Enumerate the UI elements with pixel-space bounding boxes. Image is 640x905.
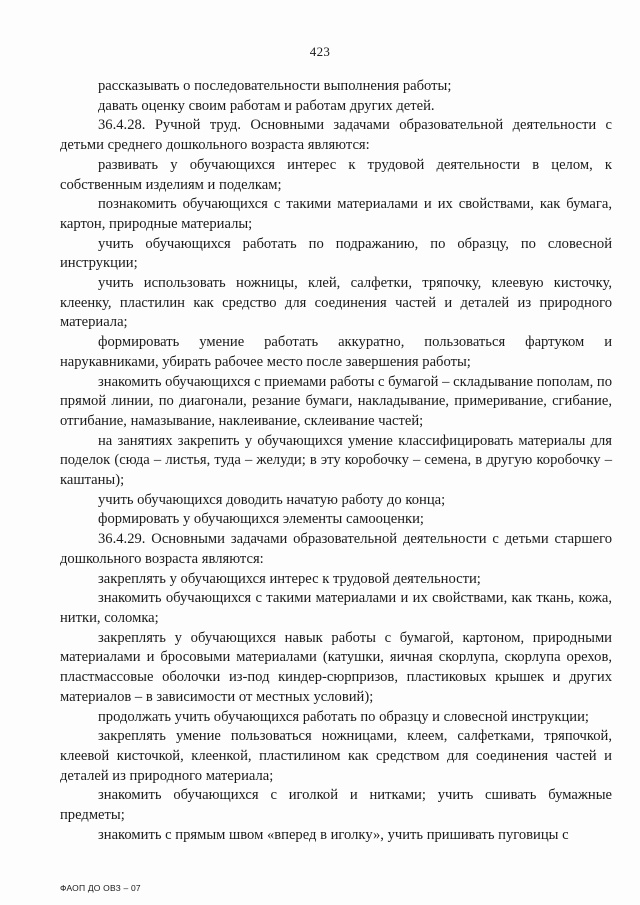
paragraph: знакомить обучающихся с иголкой и нитками; учить сшивать бумажные предметы; — [60, 787, 612, 824]
paragraph: учить обучающихся работать по подражанию, по образцу, по словесной инструкции; — [60, 235, 612, 272]
page-body — [60, 77, 612, 845]
paragraph: давать оценку своим работам и работам других детей. — [98, 97, 435, 114]
page-footer: ФАОП ДО ОВЗ – 07 — [60, 883, 141, 893]
paragraph: знакомить с прямым швом «вперед в иголку», учить пришивать пуговицы с — [98, 826, 569, 843]
paragraph: учить использовать ножницы, клей, салфетки, тряпочку, клеевую кисточку, клеенку, пластилин как средство для соединения частей и деталей из природного материала; — [60, 275, 612, 331]
paragraph: формировать умение работать аккуратно, пользоваться фартуком и нарукавниками, убирать рабочее место после завершения работы; — [60, 334, 612, 370]
paragraph: формировать у обучающихся элементы самооценки; — [98, 511, 424, 528]
paragraph: знакомить обучающихся с приемами работы с бумагой – складывание пополам, по прямой линии, по диагонали, резание бумаги, накладывание, примеривание, сгибание, отгибание, намазывание, наклеивание, склеивание частей; — [60, 373, 612, 429]
paragraph: закреплять умение пользоваться ножницами, клеем, салфетками, тряпочкой, клеевой кисточкой, клеенкой, пластилином как средством для соединения частей и деталей из природного материала; — [60, 728, 612, 784]
paragraph: закреплять у обучающихся интерес к трудовой деятельности; — [98, 570, 481, 587]
paragraph: рассказывать о последовательности выполнения работы; — [98, 78, 452, 94]
section-heading-36-4-29: 36.4.29. Основными задачами образовательной деятельности с детьми старшего дошкольного возраста являются: — [60, 531, 612, 567]
page-number: 423 — [309, 44, 331, 59]
paragraph: познакомить обучающихся с такими материалами и их свойствами, как бумага, картон, природные материалы; — [60, 196, 612, 232]
section-heading-36-4-28: 36.4.28. Ручной труд. Основными задачами образовательной деятельности с детьми среднего дошкольного возраста являются: — [60, 117, 612, 154]
paragraph: развивать у обучающихся интерес к трудовой деятельности в целом, к собственным изделиям и поделкам; — [60, 156, 612, 193]
paragraph: продолжать учить обучающихся работать по образцу и словесной инструкции; — [98, 708, 589, 725]
paragraph: на занятиях закрепить у обучающихся умение классифицировать материалы для поделок (сюда – листья, туда – желуди; в эту коробочку – семена, в другую коробочку – каштаны); — [60, 432, 612, 489]
paragraph: закреплять у обучающихся навык работы с бумагой, картоном, природными материалами и бросовыми материалами (катушки, яичная скорлупа, скорлупа орехов, пластмассовые оболочки из-под киндер-сюрпризов, пластиковых крышек и других материалов – в зависимости от местных условий); — [60, 629, 612, 705]
paragraph: учить обучающихся доводить начатую работу до конца; — [98, 491, 446, 508]
paragraph: знакомить обучающихся с такими материалами и их свойствами, как ткань, кожа, нитки, соломка; — [60, 590, 612, 626]
